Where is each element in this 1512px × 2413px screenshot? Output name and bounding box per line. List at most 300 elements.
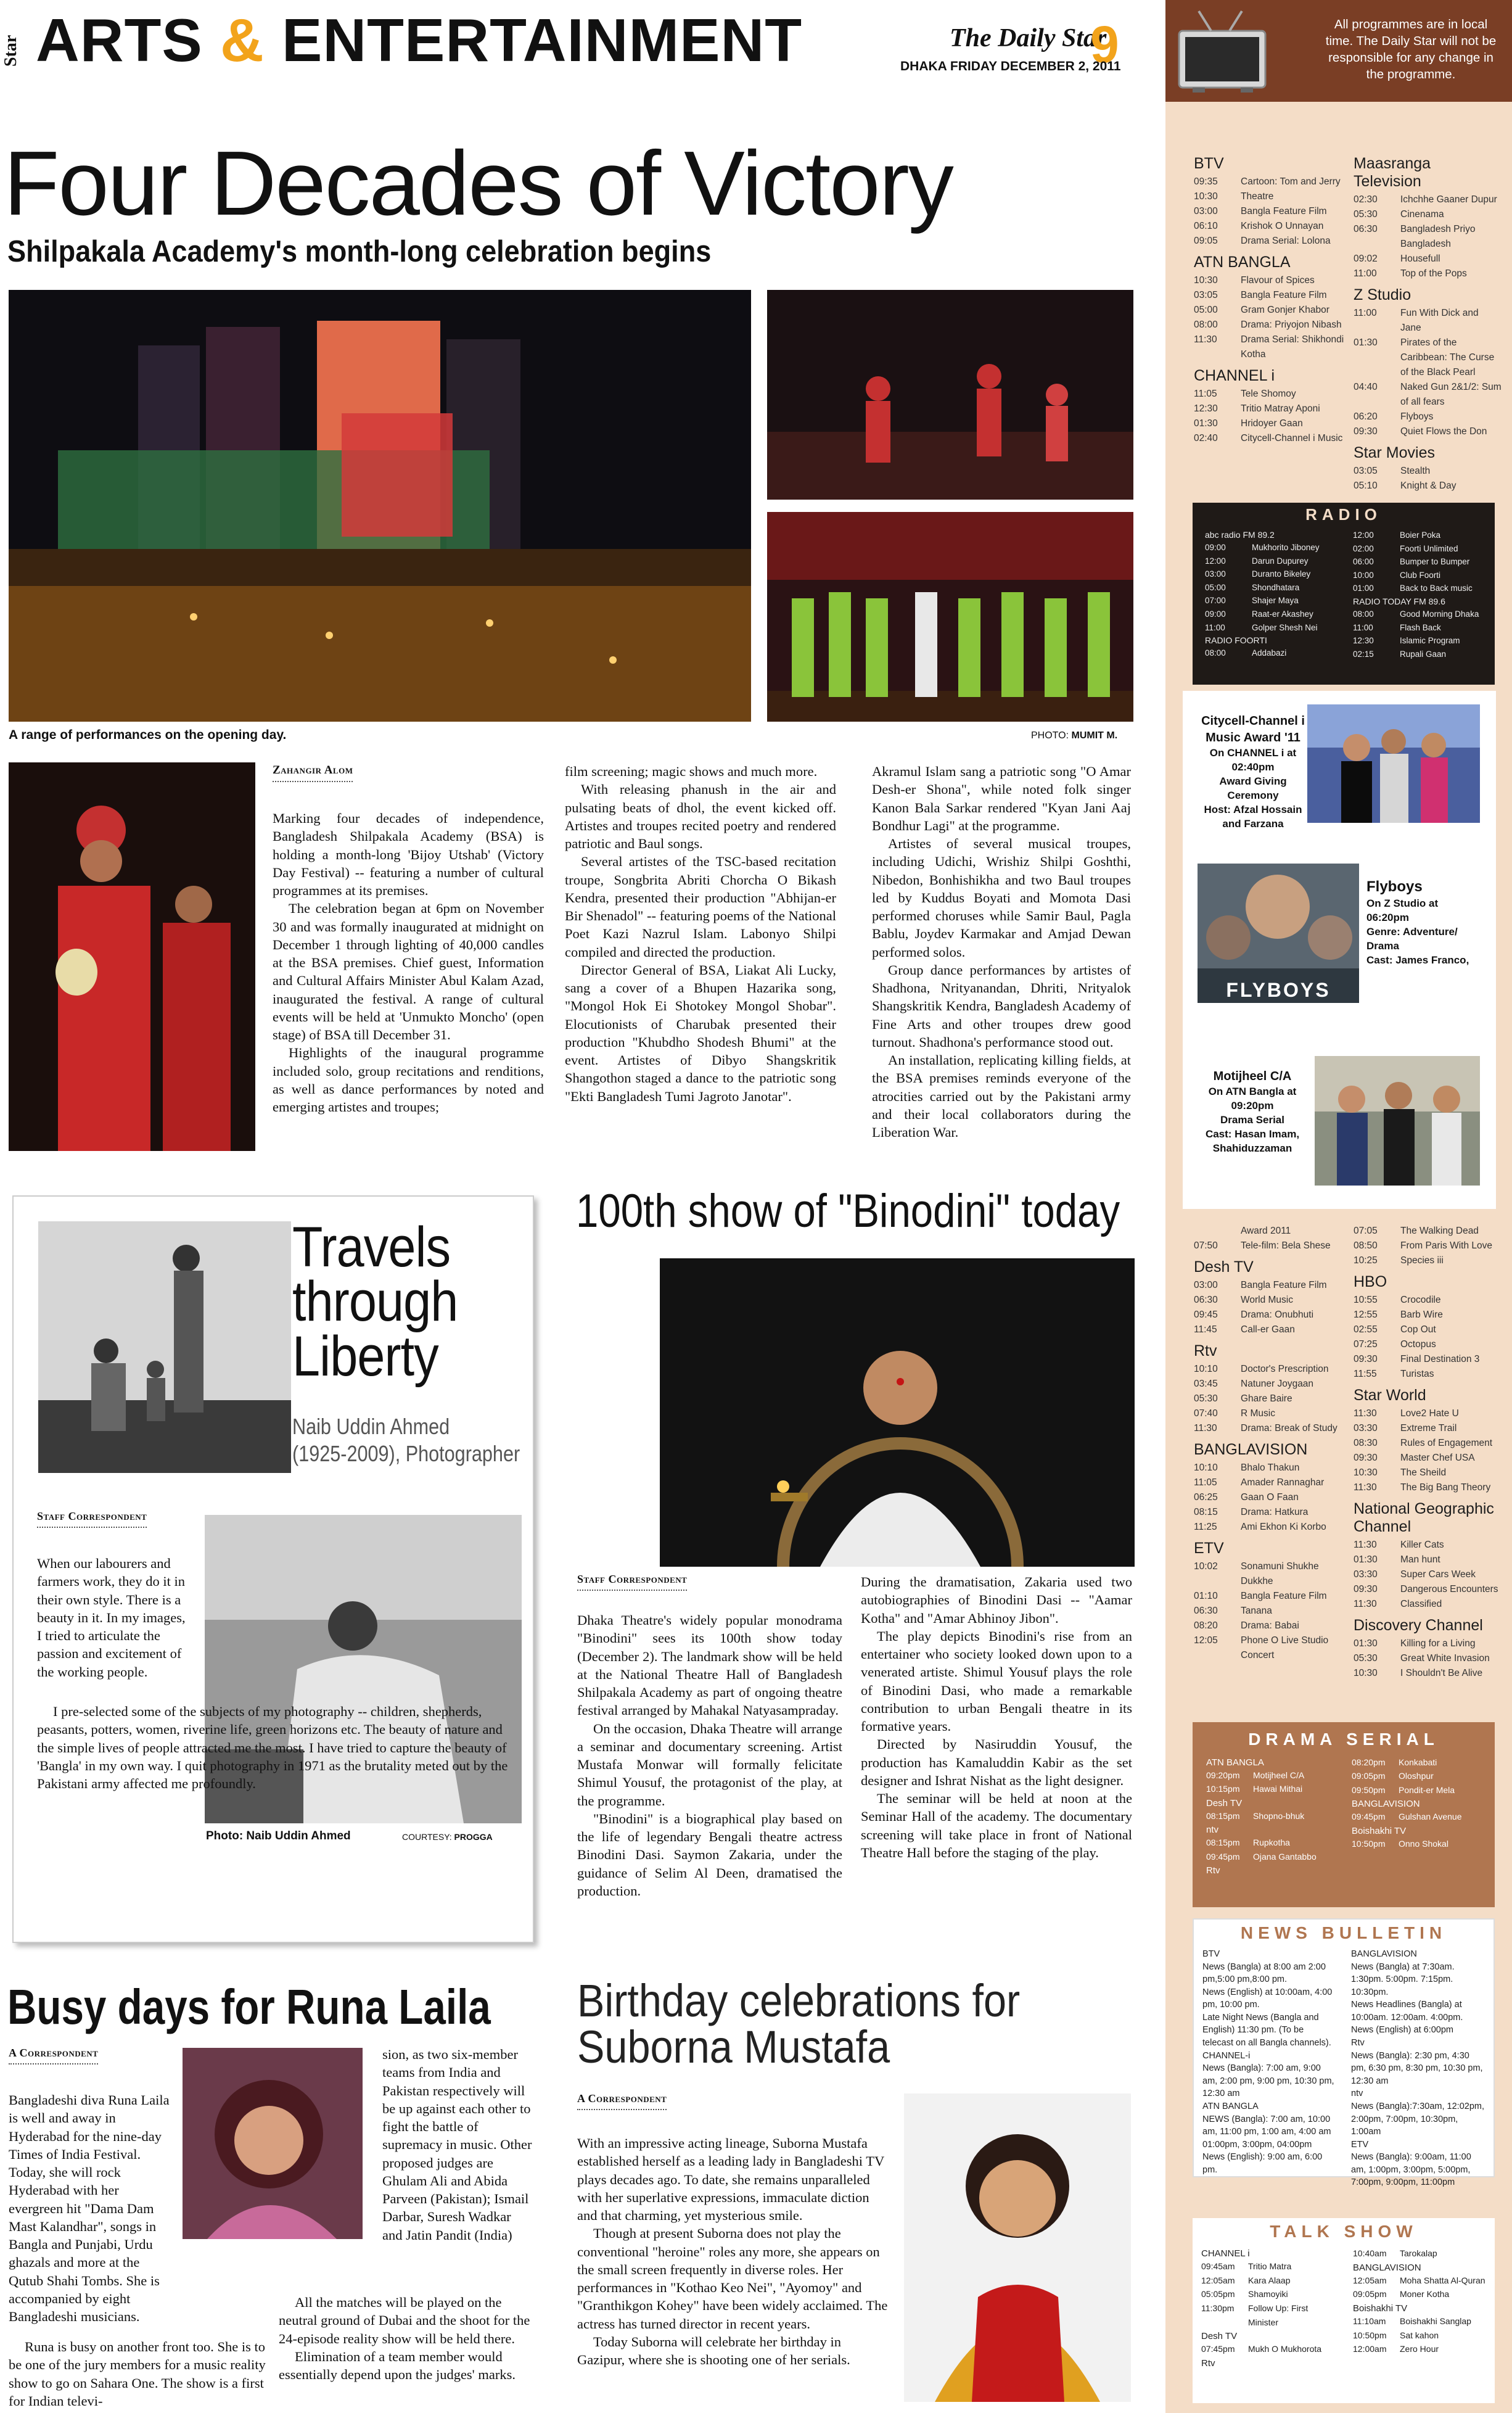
programme-name: Rupkotha [1253, 1838, 1290, 1848]
page-number: 9 [1090, 15, 1119, 73]
programme-time: 08:15pm [1206, 1838, 1240, 1848]
programme-row [1194, 1604, 1347, 1619]
news-right-column [1351, 1948, 1487, 2189]
programme-row [1194, 288, 1347, 303]
programme-name: Flavour of Spices [1241, 275, 1315, 286]
programme-row [1354, 222, 1502, 252]
programme-row [1354, 306, 1502, 336]
programme-name: Tarokalap [1400, 2248, 1437, 2258]
paragraph: With releasing phanush in the air and pulsating beats of dhol, the event kicked off. Artistes and troupes recited poetry and rendered patriotic and Baul songs. [565, 782, 836, 851]
bulletin-line: NEWS (Bangla): 7:00 am, 10:00 am, 11:00 pm, 1:00 am, 4:00 am [1202, 2114, 1331, 2137]
programme-name: Doctor's Prescription [1241, 1364, 1329, 1375]
programme-row [1354, 336, 1502, 380]
programme-time: 06:00 [1353, 557, 1374, 567]
programme-name: Bangla Feature Film [1241, 1591, 1327, 1602]
paragraph: The seminar will be held at noon at the Seminar Hall of the academy. The documentary screening will take place in front of National Theatre Hall before the staging of the play. [861, 1791, 1132, 1860]
programme-row [1353, 2274, 1489, 2288]
programme-row [1354, 1239, 1502, 1253]
bulletin-line: ntv [1351, 2089, 1363, 2099]
travels-courtesy-name: PROGGA [454, 1832, 493, 1842]
programme-name: Gram Gonjer Khabor [1241, 305, 1329, 316]
programme-row [1354, 1538, 1502, 1553]
paragraph: "Binodini" is a biographical play based on the life of legendary Bengali theatre actress Binodini Dasi. Saymon Zakaria, under the guidance of Selim Al Deen, dramatised the production. [577, 1810, 842, 1899]
binodini-byline: Staff Correspondent [577, 1573, 687, 1591]
programme-row [1354, 410, 1502, 424]
paragraph: sion, as two six-member teams from India and Pakistan respectively will be up against each other to fight the battle of supremacy in music. Other proposed judges are Ghulam Ali and Abida Parveen (Pakistan); Ismail Darbar, Suresh Wadkar and Jatin Pandit (India) [382, 2047, 532, 2243]
bulletin-line: News (Bangla) at 8:00 am 2:00 pm,5:00 pm,8:00 pm. [1202, 1961, 1326, 1985]
programme-name: Tanana [1241, 1606, 1272, 1617]
bulletin-line: News (Bangla):7:30am, 12:02pm, 2:00pm, 7:00pm, 10:30pm, 1:00am [1351, 2101, 1484, 2137]
binodini-column-2 [861, 1573, 1132, 1862]
travels-byline: Staff Correspondent [37, 1510, 147, 1528]
programme-name: Dangerous Encounters [1400, 1584, 1498, 1595]
programme-time: 01:10 [1194, 1591, 1218, 1602]
tv-bottom-right-column [1354, 1224, 1502, 1681]
main-column-3 [872, 762, 1131, 1141]
candle-lighting-photo [9, 290, 751, 722]
programme-time: 09:20pm [1206, 1770, 1240, 1780]
paragraph: film screening; magic shows and much more. [565, 764, 818, 779]
tv-notice-box [1165, 0, 1512, 102]
programme-row [1354, 1553, 1502, 1567]
paragraph: Though at present Suborna does not play the conventional "heroine" roles any more, she appears on the small screen frequently in diverse roles. Her performances in "Kothao Keo Nei", "Ayomoy" and "Granthikgon Kohey" have been widely acclaimed. The actress has turned director in recent years. [577, 2225, 888, 2332]
promo-line: Cast: Hasan Imam, [1205, 1128, 1300, 1140]
programme-time: 09:02 [1354, 254, 1378, 265]
programme-row [1206, 1768, 1342, 1782]
programme-row [1354, 1224, 1502, 1239]
paragraph: Director General of BSA, Liakat Ali Lucky, sang a cover of a Bhupen Hazarika song, "Mongol Hok Ei Shotokey Mongol Shobar". Elocutionists of Charubak presented their production "Khubdho Shodesh Bhumi" at the event. Artistes of Dibyo Shangskritik Shangothon staged a dance to the patriotic song "Ekti Bangladesh Tumi Jagroto Janotar". [565, 962, 836, 1104]
channel-name: CHANNEL i [1201, 2248, 1250, 2259]
main-photo-credit [1031, 730, 1117, 741]
paper-name: The Daily Star [950, 24, 1107, 52]
programme-name: Shondhatara [1252, 582, 1300, 592]
programme-time: 02:55 [1354, 1324, 1378, 1335]
programme-time: 03:30 [1354, 1423, 1378, 1434]
programme-row [1205, 541, 1341, 555]
programme-name: Ichchhe Gaaner Dupur [1400, 194, 1497, 205]
programme-name: Duranto Bikeley [1252, 569, 1311, 579]
travels-title-line-3: Liberty [292, 1324, 438, 1388]
programme-name: Natuner Joygaan [1241, 1379, 1314, 1390]
programme-time: 12:30 [1353, 636, 1374, 646]
programme-time: 11:55 [1354, 1369, 1377, 1380]
programme-row [1354, 464, 1502, 479]
programme-name: Housefull [1400, 254, 1440, 265]
programme-name: Pirates of the Caribbean: The Curse of the Black Pearl [1400, 337, 1495, 378]
channel-name: BANGLAVISION [1194, 1441, 1308, 1459]
programme-time: 10:30 [1194, 275, 1218, 286]
programme-time: 06:10 [1194, 221, 1218, 232]
programme-time: 09:05pm [1352, 1771, 1386, 1781]
programme-row [1354, 207, 1502, 222]
programme-time: 11:00 [1354, 268, 1377, 279]
programme-time: 01:30 [1354, 1554, 1378, 1565]
programme-time: 05:30 [1354, 209, 1378, 220]
paragraph: Dhaka Theatre's widely popular monodrama "Binodini" sees its 100th show today (December 2). The landmark show will be held at the National Theatre Hall of Bangladesh Shilpakala Academy as part of ongoing theatre festival arranged by Mahakal Natyasampraday. [577, 1612, 842, 1718]
programme-row [1353, 569, 1489, 582]
promo-flyboys [1366, 877, 1490, 968]
talk-right-column [1353, 2246, 1489, 2356]
programme-name: Back to Back music [1400, 584, 1473, 593]
flyboys-poster [1198, 864, 1359, 1003]
programme-row [1354, 266, 1502, 281]
programme-row [1194, 1490, 1347, 1505]
programme-row [1354, 192, 1502, 207]
programme-time: 08:20pm [1352, 1757, 1386, 1767]
programme-row [1194, 1520, 1347, 1535]
programme-row [1194, 303, 1347, 318]
channel-name: CHANNEL i [1194, 367, 1275, 385]
programme-time: 10:50pm [1352, 1838, 1386, 1849]
programme-name: Top of the Pops [1400, 268, 1467, 279]
programme-row [1353, 648, 1489, 661]
radio-title: RADIO [1305, 505, 1382, 524]
programme-time: 01:00 [1353, 584, 1374, 593]
programme-time: 09:00 [1205, 609, 1226, 619]
programme-row [1353, 2342, 1489, 2356]
programme-time: 06:20 [1354, 411, 1378, 423]
programme-time: 03:05 [1194, 290, 1218, 301]
programme-time: 03:00 [1205, 569, 1226, 579]
bulletin-line: News (Bangla): 2:30 pm, 4:30 pm, 6:30 pm, 8:30 pm, 10:30 pm, 12:30 am [1351, 2050, 1483, 2086]
programme-name: Drama Serial: Lolona [1241, 236, 1331, 247]
drama-serial-title: DRAMA SERIAL [1248, 1730, 1439, 1749]
programme-time: 07:45pm [1201, 2344, 1235, 2354]
programme-time: 04:40 [1354, 382, 1378, 393]
programme-row [1201, 2259, 1337, 2274]
programme-name: Rules of Engagement [1400, 1438, 1493, 1449]
programme-name: Killer Cats [1400, 1540, 1444, 1551]
talk-show-box [1193, 2218, 1495, 2403]
programme-name: Final Destination 3 [1400, 1354, 1480, 1365]
news-left-column [1202, 1948, 1335, 2176]
promo-line: Genre: Adventure/ [1366, 926, 1458, 938]
bulletin-line: Late Night News (Bangla and English) 11:30 pm. (To be telecast on all Bangla channels). [1202, 2012, 1331, 2048]
programme-name: Citycell-Channel i Music [1241, 433, 1343, 444]
programme-time: 11:30pm [1201, 2303, 1235, 2314]
programme-time: 06:25 [1194, 1492, 1218, 1503]
promo-line: 09:20pm [1231, 1099, 1274, 1112]
binodini-column-1 [577, 1611, 842, 1900]
programme-row [1194, 1278, 1347, 1293]
notice-text: All programmes are in local time. The Daily Star will not be responsible for any change in the programme. [1325, 17, 1497, 82]
programme-name: I Shouldn't Be Alive [1400, 1668, 1483, 1679]
programme-time: 12:05am [1201, 2275, 1235, 2285]
programme-time: 09:35 [1194, 176, 1218, 187]
programme-row [1194, 1322, 1347, 1337]
baul-singer-photo [9, 762, 255, 1151]
bulletin-line: News Headlines (Bangla) at 10:00am. 12:00am. 4:00pm. [1351, 2000, 1463, 2023]
programme-time: 11:30 [1354, 1540, 1377, 1551]
main-byline: Zahangir Alom [273, 764, 353, 782]
programme-row [1206, 1836, 1342, 1849]
programme-time: 11:05 [1194, 1477, 1217, 1488]
bulletin-line: 01:00pm, 3:00pm, 04:00pm [1202, 2139, 1312, 2150]
paragraph: Directed by Nasiruddin Yousuf, the production has Kamaluddin Kabir as the set designer and Ishrat Nishat as the light designer. [861, 1736, 1132, 1788]
promo-line: On Z Studio at [1366, 897, 1439, 910]
programme-name: Super Cars Week [1400, 1569, 1476, 1580]
programme-row [1353, 555, 1489, 569]
programme-row [1194, 273, 1347, 288]
bulletin-line: News (Bangla): 9:00am, 11:00 am, 1:00pm, 3:00pm, 5:00pm, 7:00pm, 9:00pm, 11:00pm [1351, 2152, 1471, 2188]
programme-name: Drama: Break of Study [1241, 1423, 1337, 1434]
programme-row [1194, 1392, 1347, 1406]
programme-name: Moner Kotha [1400, 2289, 1450, 2300]
programme-name: Sonamuni Shukhe Dukkhe [1241, 1561, 1319, 1587]
promo-line: Award Giving [1219, 775, 1287, 787]
talk-left-column [1201, 2246, 1337, 2369]
promo-line: Citycell-Channel i [1201, 714, 1305, 728]
photo-credit-name: MUMIT M. [1071, 730, 1118, 741]
programme-name: World Music [1241, 1295, 1293, 1306]
programme-time: 05:05pm [1201, 2289, 1235, 2300]
programme-name: Cartoon: Tom and Jerry [1241, 176, 1341, 187]
programme-time: 08:00 [1194, 320, 1218, 331]
section-title [36, 6, 803, 74]
programme-name: Drama: Onubhuti [1241, 1310, 1314, 1321]
paragraph: The play depicts Binodini's rise from an entertainer who society looked down upon to a venerated artiste. Shimul Yousuf plays the role of Binodini Dasi, who made a remarkable contribution to urban Bengali theatre in its formative years. [861, 1628, 1132, 1734]
channel-name: RADIO TODAY FM 89.6 [1353, 596, 1445, 606]
programme-row [1205, 567, 1341, 581]
programme-name: Moha Shatta Al-Quran [1400, 2275, 1485, 2285]
programme-name: Bhalo Thakun [1241, 1462, 1300, 1474]
programme-name: Flyboys [1400, 411, 1434, 423]
programme-time: 09:00 [1205, 543, 1226, 552]
promo-line: Ceremony [1227, 789, 1279, 801]
programme-name: Hridoyer Gaan [1241, 418, 1303, 429]
bulletin-line: ATN BANGLA [1202, 2101, 1259, 2111]
suborna-byline: A Correspondent [577, 2092, 667, 2110]
radio-right-column [1353, 529, 1489, 661]
programme-name: Naked Gun 2&1/2: Sum of all fears [1400, 382, 1502, 408]
programme-row [1194, 189, 1347, 204]
programme-name: Great White Invasion [1400, 1653, 1490, 1664]
programme-row [1353, 582, 1489, 595]
programme-row [1206, 1850, 1342, 1863]
promo-motijheel [1200, 1068, 1305, 1156]
flyboys-title: Flyboys [1366, 878, 1423, 895]
programme-time: 09:30 [1354, 1584, 1378, 1595]
programme-time: 12:05 [1194, 1635, 1218, 1646]
programme-time: 05:00 [1194, 305, 1218, 316]
channel-name: abc radio FM 89.2 [1205, 530, 1275, 540]
programme-row [1194, 1589, 1347, 1604]
programme-name: Hawai Mithai [1253, 1784, 1303, 1794]
programme-time: 08:00 [1205, 648, 1226, 658]
runa-column-2 [382, 2045, 534, 2244]
runa-column-1 [9, 2091, 176, 2325]
programme-name: The Big Bang Theory [1400, 1482, 1491, 1493]
programme-name: Tritio Matra [1248, 2261, 1292, 2271]
programme-time: 08:30 [1354, 1438, 1378, 1449]
programme-name: Turistas [1400, 1369, 1434, 1380]
programme-row [1194, 1239, 1347, 1253]
programme-name: Bumper to Bumper [1400, 557, 1470, 567]
main-column-1 [273, 809, 544, 1116]
programme-time: 05:10 [1354, 481, 1378, 492]
programme-time: 07:50 [1194, 1240, 1218, 1252]
programme-time: 09:30 [1354, 1453, 1378, 1464]
programme-time: 11:25 [1194, 1522, 1217, 1533]
programme-row [1194, 1559, 1347, 1589]
programme-time: 12:00am [1353, 2344, 1387, 2354]
runa-headline: Busy days for Runa Laila [7, 1979, 491, 2034]
channel-name: ETV [1194, 1540, 1224, 1557]
programme-time: 11:00 [1353, 622, 1373, 632]
suborna-text [577, 2134, 892, 2369]
programme-name: Crocodile [1400, 1295, 1441, 1306]
main-headline: Four Decades of Victory [4, 133, 953, 234]
programme-row [1205, 594, 1341, 608]
programme-row [1354, 380, 1502, 410]
programme-row [1353, 2287, 1489, 2301]
channel-name: Z Studio [1354, 286, 1411, 304]
programme-row [1352, 1783, 1487, 1797]
programme-time: 06:30 [1354, 224, 1378, 235]
programme-name: Rupali Gaan [1400, 649, 1447, 659]
travels-courtesy [402, 1832, 493, 1842]
programme-row [1354, 1651, 1502, 1666]
programme-row [1354, 1480, 1502, 1495]
programme-row [1353, 634, 1489, 648]
tv-top-right-column [1354, 150, 1502, 493]
photo-credit-label: PHOTO: [1031, 730, 1069, 741]
programme-name: Oloshpur [1399, 1771, 1434, 1781]
programme-time: 12:05am [1353, 2275, 1387, 2285]
runa-byline-wrap [9, 2047, 98, 2074]
runa-tail-1: All the matches will be played on the neutral ground of Dubai and the shoot for the 24-episode reality show will be held there. [279, 2295, 530, 2346]
main-photo-caption: A range of performances on the opening day. [9, 728, 287, 742]
programme-name: Species iii [1400, 1255, 1444, 1266]
programme-name: Drama: Hatkura [1241, 1507, 1309, 1518]
programme-row [1194, 219, 1347, 234]
tv-bottom-left-column [1194, 1224, 1347, 1663]
programme-row [1205, 621, 1341, 635]
programme-time: 03:00 [1194, 206, 1218, 217]
programme-name: Boier Poka [1400, 530, 1441, 540]
programme-name: Pondit-er Mela [1399, 1784, 1455, 1795]
programme-name: Killing for a Living [1400, 1638, 1476, 1649]
promo-line: Music Award '11 [1206, 731, 1300, 745]
main-subhead: Shilpakala Academy's month-long celebration begins [7, 235, 712, 268]
runa-tail [279, 2293, 534, 2383]
news-bulletin-title: NEWS BULLETIN [1240, 1923, 1447, 1942]
promo-citycell [1191, 713, 1315, 831]
programme-time: 11:30 [1354, 1599, 1377, 1610]
programme-row [1354, 1406, 1502, 1421]
programme-time: 10:30 [1354, 1668, 1378, 1679]
programme-time: 09:30 [1354, 1354, 1378, 1365]
programme-row [1194, 1633, 1347, 1663]
promo-line: On ATN Bangla at [1208, 1086, 1297, 1097]
bulletin-line: News (English) at 6:00pm [1351, 2025, 1454, 2036]
programme-name: Ami Ekhon Ki Korbo [1241, 1522, 1326, 1533]
programme-name: The Sheild [1400, 1467, 1447, 1479]
programme-row [1352, 1769, 1487, 1783]
travels-para-2-text: I pre-selected some of the subjects of my photography -- children, shepherds, peasants, potters, women, riverine life, green horizons etc. The beauty of nature and the simple lives of people attracted me the most. I have tried to capture the beauty of 'Bangla' in my own way. I quit photography in 1971 as the brutality meted out by the Pakistani army affected me profoundly. [37, 1704, 508, 1791]
programme-name: Drama Serial: Shikhondi Kotha [1241, 334, 1344, 360]
programme-row [1194, 332, 1347, 362]
programme-time: 10:25 [1354, 1255, 1378, 1266]
section-word-entertainment: ENTERTAINMENT [282, 6, 803, 74]
programme-time: 12:00 [1205, 556, 1226, 566]
bulletin-line: ETV [1351, 2139, 1369, 2150]
programme-name: Onno Shokal [1399, 1838, 1448, 1849]
promo-line: and Farzana [1222, 817, 1284, 830]
programme-time: 09:30 [1354, 426, 1378, 437]
channel-name: ATN BANGLA [1206, 1757, 1264, 1768]
programme-time: 02:30 [1354, 194, 1378, 205]
programme-name: Boishakhi Sanglap [1400, 2316, 1471, 2327]
programme-time: 08:20 [1194, 1620, 1218, 1631]
runa-laila-photo [183, 2048, 363, 2239]
programme-name: Kara Alaap [1248, 2275, 1291, 2285]
chorus-performance-photo [767, 512, 1133, 722]
paragraph: Artistes of several musical troupes, including Udichi, Wrishiz Shilpi Goshthi, Nibedon, Bonhishikha and two Baul troupes led by Kuddus Boyati and Momota Dasi performed choruses while Samir Baul, Pagla Bablu, Joydev Karmakar and Amjad Dewan performed solos. [872, 836, 1131, 960]
programme-row [1194, 402, 1347, 416]
binodini-actress-photo [660, 1258, 1135, 1567]
programme-time: 11:45 [1194, 1324, 1217, 1335]
farmer-children-photo [38, 1221, 291, 1473]
programme-time: 11:00 [1205, 622, 1225, 632]
programme-time: 09:50pm [1352, 1784, 1386, 1795]
promo-line: Cast: James Franco, [1366, 954, 1469, 967]
programme-time: 01:30 [1194, 418, 1218, 429]
programme-row [1354, 252, 1502, 266]
programme-time: 12:30 [1194, 403, 1218, 415]
programme-name: Tele Shomoy [1241, 389, 1296, 400]
programme-name: R Music [1241, 1408, 1275, 1419]
programme-row [1353, 529, 1489, 542]
channel-name: Rtv [1194, 1342, 1217, 1360]
programme-name: Cinenama [1400, 209, 1444, 220]
suborna-photo [904, 2093, 1131, 2402]
runa-para-2-text: Runa is busy on another front too. She is to be one of the jury members for a music reality show to go on Sahara One. The show is a first for Indian televi- [9, 2339, 266, 2409]
channel-name: Star Movies [1354, 444, 1435, 462]
programme-time: 08:50 [1354, 1240, 1378, 1252]
programme-row [1205, 608, 1341, 621]
programme-row [1354, 1436, 1502, 1451]
programme-time: 06:30 [1194, 1295, 1218, 1306]
programme-row [1201, 2274, 1337, 2288]
programme-name: Ojana Gantabbo [1253, 1851, 1317, 1862]
programme-row [1353, 621, 1489, 635]
channel-name: RADIO FOORTI [1205, 635, 1267, 646]
programme-time: 10:15pm [1206, 1784, 1240, 1794]
channel-name: BANGLAVISION [1352, 1799, 1420, 1810]
programme-row [1205, 646, 1341, 660]
runa-para-2 [9, 2338, 268, 2410]
programme-time: 10:55 [1354, 1295, 1378, 1306]
paragraph: On the occasion, Dhaka Theatre will arrange a seminar and documentary screening. Artist Mustafa Monwar will formally felicitate Shimul Yousuf, the protagonist of the play, at the programme. [577, 1720, 842, 1809]
travels-title [292, 1216, 498, 1388]
radio-box [1193, 503, 1495, 685]
programme-row [1194, 1362, 1347, 1377]
bulletin-line: BTV [1202, 1949, 1220, 1959]
programme-name: Bangla Feature Film [1241, 1280, 1327, 1291]
programme-name: Konkabati [1399, 1757, 1437, 1767]
programme-row [1354, 1466, 1502, 1480]
programme-row [1206, 1809, 1342, 1823]
ampersand: & [220, 6, 265, 74]
talk-show-title: TALK SHOW [1270, 2222, 1418, 2241]
promo-line: On CHANNEL i at [1209, 747, 1297, 759]
programme-row [1353, 608, 1489, 621]
promo-line: 02:40pm [1231, 761, 1275, 773]
programme-row [1206, 1782, 1342, 1796]
programme-row [1354, 1666, 1502, 1681]
programme-row [1354, 1451, 1502, 1466]
